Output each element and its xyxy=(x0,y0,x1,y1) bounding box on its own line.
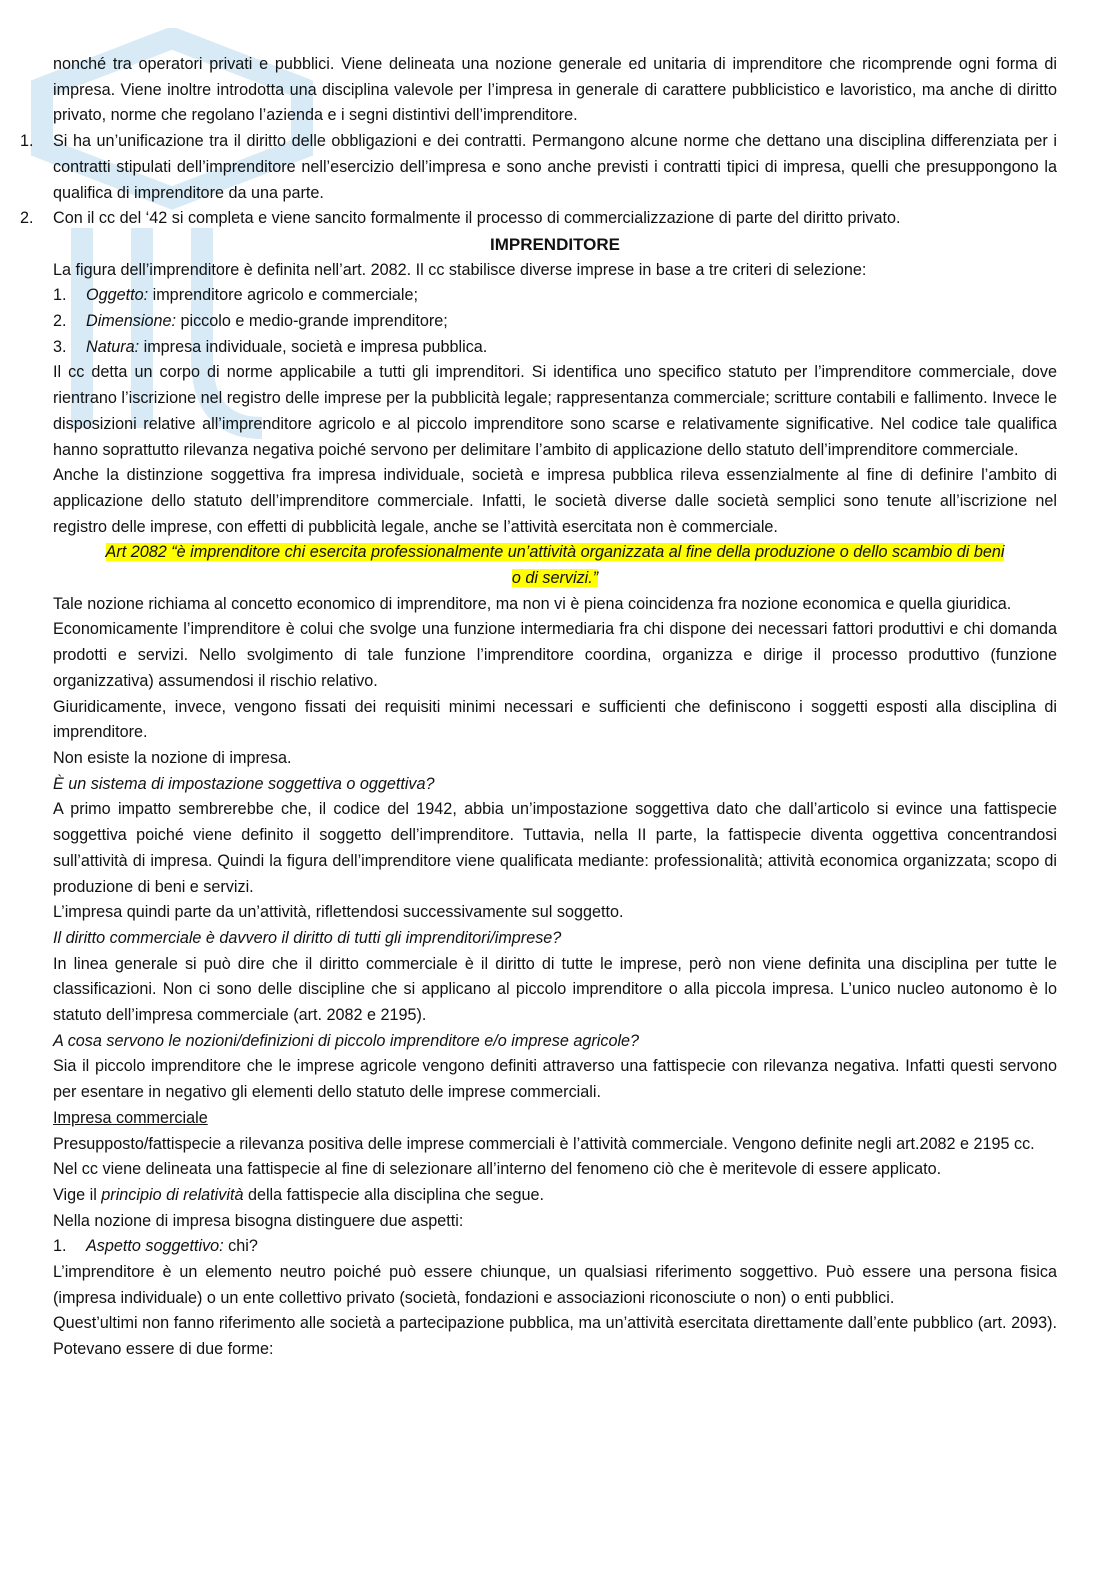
paragraph-distinction: Anche la distinzione soggettiva fra impresa individuale, società e impresa pubblica rileva essenzialmente al fine di definire l’ambito di applicazione dello statuto dell’imprenditore commerciale. Infatti, le società diverse dalle società semplici sono tenute all’iscrizione nel registro delle imprese, con effetti di pubblicità legale, anche se l’attività esercitata non è commerciale. xyxy=(53,466,1057,536)
criteria-label: Dimensione: xyxy=(86,312,176,331)
paragraph-commercial-law: In linea generale si può dire che il diritto commerciale è il diritto di tutte le imprese, però non viene definita una disciplina per tutte le classificazioni. Non ci sono delle discipline che si applicano al piccolo imprenditore o alla piccola impresa. L’unico nucleo autonomo è lo statuto dell’impresa commerciale (art. 2082 e 2195). xyxy=(53,954,1057,1025)
sub-heading: Impresa commerciale xyxy=(53,1108,208,1127)
document-body xyxy=(20,52,1057,1363)
paragraph-two-aspects: Nella nozione di impresa bisogna distinguere due aspetti: xyxy=(53,1211,464,1230)
criteria-label: Oggetto: xyxy=(86,286,149,305)
paragraph-first-impact: A primo impatto sembrerebbe che, il codice del 1942, abbia un’impostazione soggettiva dato che dall’articolo si evince una fattispecie soggettiva poiché viene definito il soggetto dell’imprenditore. Tuttavia, nella II parte, la fattispecie diventa oggettiva concentrandosi sull’attività di impresa. Quindi la figura dell’imprenditore viene qualificata mediante: professionalità; attività economica organizzata; scopo di produzione di beni e servizi. xyxy=(53,800,1057,896)
aspect-label: Aspetto soggettivo: xyxy=(86,1237,224,1256)
section-heading: IMPRENDITORE xyxy=(489,234,621,254)
numbered-item-1 xyxy=(20,129,1057,206)
list-number: 3. xyxy=(53,337,67,356)
paragraph-presupposto: Presupposto/fattispecie a rilevanza positiva delle imprese commerciali è l’attività commerciale. Vengono definite negli art.2082 e 2195 cc. xyxy=(53,1134,1035,1153)
paragraph-fattispecie: Nel cc viene delineata una fattispecie al fine di selezionare all’interno del fenomeno ciò che è meritevole di essere applicato. xyxy=(53,1160,942,1179)
criteria-text: piccolo e medio-grande imprenditore; xyxy=(175,312,448,331)
text-run-italic: principio di relatività xyxy=(101,1185,244,1204)
criteria-item-1 xyxy=(53,283,1057,309)
paragraph-criteria-intro: La figura dell’imprenditore è definita nell’art. 2082. Il cc stabilisce diverse imprese in base a tre criteri di selezione: xyxy=(53,260,867,279)
paragraph-relativity xyxy=(53,1183,1057,1209)
paragraph-notion: Tale nozione richiama al concetto economico di imprenditore, ma non vi è piena coincidenza fra nozione economica e quella giuridica. xyxy=(53,594,1012,613)
aspect-text: chi? xyxy=(223,1237,258,1256)
list-text: Con il cc del ‘42 si completa e viene sancito formalmente il processo di commercializzazione di parte del diritto privato. xyxy=(53,209,901,228)
question-3: A cosa servono le nozioni/definizioni di piccolo imprenditore e/o imprese agricole? xyxy=(53,1031,640,1050)
highlighted-quote xyxy=(53,540,1057,591)
paragraph-public: Quest’ultimi non fanno riferimento alle società a partecipazione pubblica, ma un’attività esercitata direttamente dall’ente pubblico (art. 2093). Potevano essere di due forme: xyxy=(53,1314,1057,1359)
criteria-item-2 xyxy=(53,309,1057,335)
question-1: È un sistema di impostazione soggettiva o oggettiva? xyxy=(53,774,435,793)
paragraph-neutral: L’imprenditore è un elemento neutro poiché può essere chiunque, un qualsiasi riferimento soggettivo. Può essere una persona fisica (impresa individuale) o un ente collettivo privato (società, fondazioni e associazioni riconosciute o non) o enti pubblici. xyxy=(53,1263,1057,1307)
paragraph-negative: Sia il piccolo imprenditore che le imprese agricole vengono definiti attraverso una fattispecie con rilevanza negativa. Infatti questi servono per esentare in negativo gli elementi dello statuto delle imprese commerciali. xyxy=(53,1057,1057,1102)
list-text: Si ha un’unificazione tra il diritto delle obbligazioni e dei contratti. Permangono alcune norme che dettano una disciplina differenziata per i contratti stipulati dell’imprenditore nell’esercizio dell’impresa e sono anche previsti i contratti tipici di impresa, quelli che presuppongono la qualifica di imprenditore da una parte. xyxy=(53,132,1057,202)
quote-line-2: o di servizi.” xyxy=(511,569,599,588)
question-2: Il diritto commerciale è davvero il diritto di tutti gli imprenditori/imprese? xyxy=(53,928,562,947)
numbered-item-2 xyxy=(20,206,1057,232)
list-number: 1. xyxy=(53,286,67,305)
list-number: 2. xyxy=(20,209,34,228)
criteria-item-3 xyxy=(53,335,1057,361)
criteria-text: impresa individuale, società e impresa pubblica. xyxy=(139,337,488,356)
paragraph-activity: L’impresa quindi parte da un’attività, riflettendosi successivamente sul soggetto. xyxy=(53,903,624,922)
criteria-label: Natura: xyxy=(86,337,140,356)
text-run: Vige il xyxy=(53,1185,102,1204)
paragraph-intro: nonché tra operatori privati e pubblici. Viene delineata una nozione generale ed unitaria di imprenditore che ricomprende ogni forma di impresa. Viene inoltre introdotta una disciplina valevole per l’impresa in generale di carattere pubblicistico e lavoristico, ma anche di diritto privato, norme che regolano l’azienda e i segni distintivi dell’imprenditore. xyxy=(53,55,1057,125)
criteria-text: imprenditore agricolo e commerciale; xyxy=(148,286,419,305)
list-number: 1. xyxy=(53,1237,67,1256)
paragraph-no-notion: Non esiste la nozione di impresa. xyxy=(53,748,292,767)
quote-line-1: Art 2082 “è imprenditore chi esercita professionalmente un’attività organizzata al fine della produzione o dello scambio di beni xyxy=(105,543,1005,562)
list-number: 2. xyxy=(53,312,67,331)
text-run: della fattispecie alla disciplina che segue. xyxy=(243,1185,545,1204)
list-number: 1. xyxy=(20,132,34,151)
aspect-item-1 xyxy=(53,1234,1057,1260)
paragraph-statute: Il cc detta un corpo di norme applicabile a tutti gli imprenditori. Si identifica uno specifico statuto per l’imprenditore commerciale, dove rientrano l’iscrizione nel registro delle imprese per la pubblicità legale; rappresentanza commerciale; scritture contabili e fallimento. Invece le disposizioni relative all’imprenditore agricolo e al piccolo imprenditore sono scarse e relativamente significative. Nel codice tale qualifica hanno soprattutto rilevanza negativa poiché servono per delimitare l’ambito di applicazione dello statuto dell’imprenditore commerciale. xyxy=(53,363,1057,459)
paragraph-legal: Giuridicamente, invece, vengono fissati dei requisiti minimi necessari e sufficienti che definiscono i soggetti esposti alla disciplina di imprenditore. xyxy=(53,697,1057,742)
paragraph-economic: Economicamente l’imprenditore è colui che svolge una funzione intermediaria fra chi dispone dei necessari fattori produttivi e chi domanda prodotti e servizi. Nello svolgimento di tale funzione l’imprenditore coordina, organizza e dirige il processo produttivo (funzione organizzativa) assumendosi il rischio relativo. xyxy=(53,620,1057,690)
